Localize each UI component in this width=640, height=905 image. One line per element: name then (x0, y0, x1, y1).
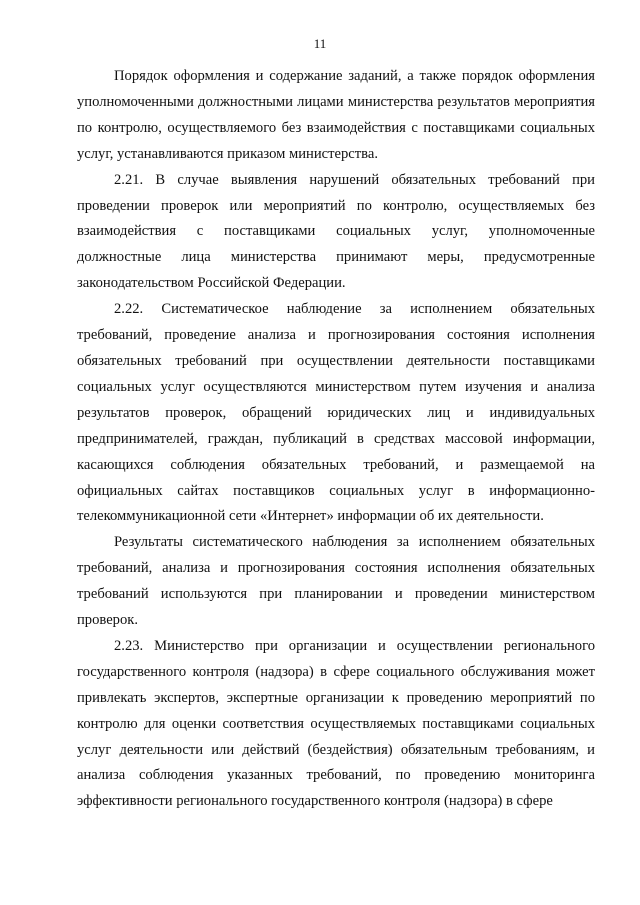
paragraph-order-of-tasks: Порядок оформления и содержание заданий, а также порядок оформления уполномоченными должностными лицами министерства результатов мероприятия по контролю, осуществляемого без взаимодействия с поставщиками социальных услуг, устанавливаются приказом министерства. (77, 68, 595, 162)
page-number: 11 (313, 36, 327, 51)
paragraph-2-22: 2.22. Систематическое наблюдение за исполнением обязательных требований, проведение анализа и прогнозирования состояния исполнения обязательных требований при осуществлении деятельности поставщиками социальных услуг осуществляются министерством путем изучения и анализа результатов проверок, обращений юридических лиц и индивидуальных предпринимателей, граждан, публикаций в средствах массовой информации, касающихся соблюдения обязательных требований, и размещаемой на официальных сайтах поставщиков социальных услуг в информационно-телекоммуникационной сети «Интернет» информации об их деятельности. (77, 301, 595, 525)
paragraph-2-23: 2.23. Министерство при организации и осуществлении регионального государственного контроля (надзора) в сфере социального обслуживания может привлекать экспертов, экспертные организации к проведению мероприятий по контролю для оценки соответствия осуществляемых поставщиками социальных услуг деятельности или действий (бездействия) обязательным требованиям, и анализа соблюдения указанных требований, по проведению мониторинга эффективности регионального государственного контроля (надзора) в сфере (77, 637, 595, 810)
document-body (77, 64, 595, 815)
paragraph-observation-results: Результаты систематического наблюдения за исполнением обязательных требований, анализа и прогнозирования состояния исполнения обязательных требований используются при планировании и проведении министерством проверок. (77, 534, 595, 629)
paragraph-2-21: 2.21. В случае выявления нарушений обязательных требований при проведении проверок или мероприятий по контролю, осуществляемых без взаимодействия с поставщиками социальных услуг, уполномоченные должностные лица министерства принимают меры, предусмотренные законодательством Российской Федерации. (77, 171, 595, 292)
